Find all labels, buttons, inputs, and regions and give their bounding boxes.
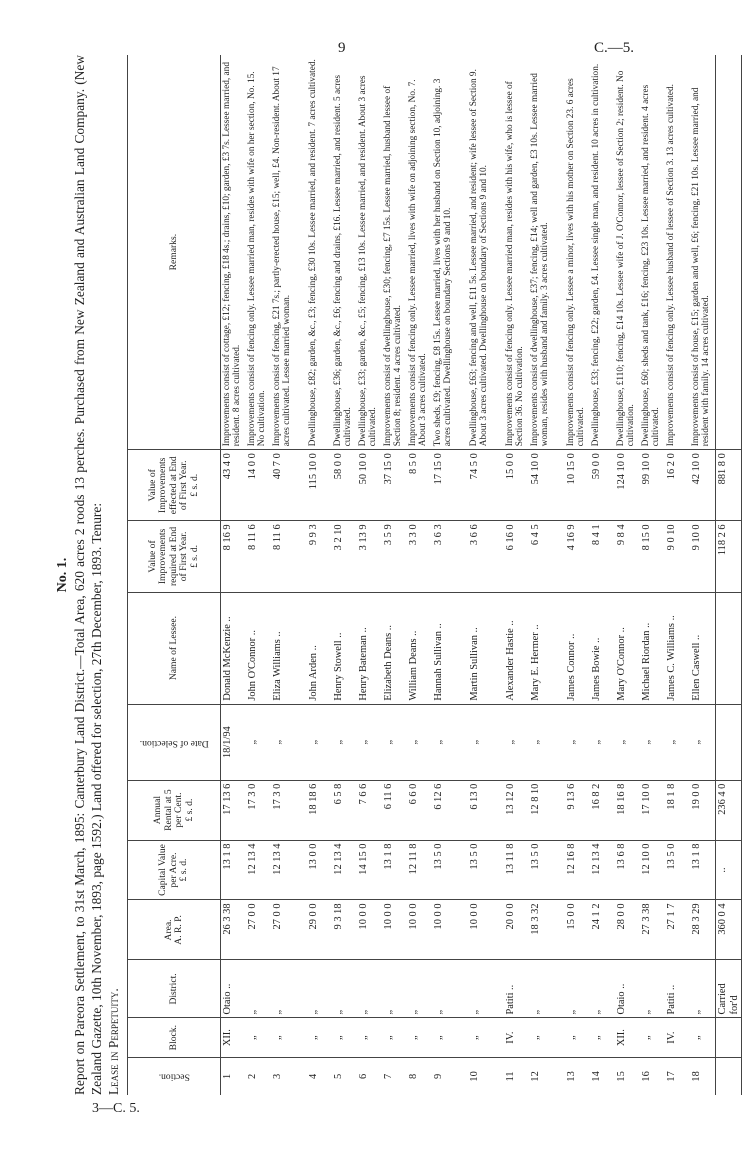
cell-remarks: Improvements consist of cottage, £12; fencing, £18 4s.; drains, £10; garden, £3 7s. Lessee married, and resident. 8 acres cultivated. — [221, 55, 247, 450]
cell-block: XII. — [615, 1018, 640, 1057]
cell-area: 10 0 0 — [432, 900, 468, 960]
cell-rental: 13 12 0 — [504, 780, 529, 840]
header-area-units: A. R. P. — [173, 915, 184, 945]
cell-remarks: Improvements consist of house, £15; garden and well, £6; fencing, £21 10s. Lessee married, and resident with family. 14 acres cultivated. — [690, 55, 716, 450]
cell-eff: 37 15 0 — [382, 450, 407, 521]
cell-date: „ — [246, 704, 271, 780]
cell-capital: 14 15 0 — [357, 840, 382, 900]
cell-date: „ — [640, 704, 665, 780]
header-remarks: Remarks. — [128, 55, 221, 450]
cell-rental: 18 16 8 — [615, 780, 640, 840]
cell-rental: 6 13 0 — [468, 780, 504, 840]
cell-district: „ — [590, 960, 615, 1018]
cell-date: „ — [615, 704, 640, 780]
cell-section: 1 — [222, 1073, 233, 1080]
table-row — [407, 55, 432, 1095]
cell-section: 7 — [383, 1073, 394, 1080]
cell-section: 13 — [566, 1071, 577, 1082]
cell-rental: 6 5 8 — [332, 780, 357, 840]
cell-capital: 13 6 8 — [615, 840, 640, 900]
carried-eff: 881 8 0 — [716, 450, 742, 521]
cell-rental: 7 6 6 — [357, 780, 382, 840]
cell-area: 9 3 18 — [332, 900, 357, 960]
cell-capital: 13 11 8 — [504, 840, 529, 900]
cell-capital: 13 5 0 — [665, 840, 690, 900]
cell-remarks: Dwellinghouse, £33; fencing, £22; garden, £4. Lessee single man, and resident. 10 acres in cultivation. — [590, 55, 615, 450]
cell-eff: 58 0 0 — [332, 450, 357, 521]
cell-block: „ — [529, 1018, 565, 1057]
cell-section: 6 — [358, 1073, 369, 1080]
cell-district: „ — [565, 960, 590, 1018]
cell-eff: 115 10 0 — [307, 450, 332, 521]
cell-rental: 9 13 6 — [565, 780, 590, 840]
cell-section: 12 — [530, 1071, 541, 1082]
cell-rental: 17 3 0 — [271, 780, 307, 840]
cell-capital: 13 5 0 — [468, 840, 504, 900]
table-row — [565, 55, 590, 1095]
cell-block: „ — [640, 1018, 665, 1057]
carried-empty-cell — [716, 1057, 742, 1095]
header-section: Section. — [128, 1057, 221, 1095]
report-title — [71, 55, 122, 1095]
cell-section: 9 — [433, 1073, 444, 1080]
cell-block: XII. — [221, 1018, 247, 1057]
table-body — [221, 55, 742, 1095]
cell-remarks: Improvements consist of fencing, £21 7s.; partly-erected house, £15; well, £4. Non-resident. About 17 acres cultivated. Lessee married woman. — [271, 55, 307, 450]
cell-rental: 17 3 0 — [246, 780, 271, 840]
report-title-text: Report on Pareora Settlement, to 31st March, 1895: Canterbury Land District.—Total Area, 620 acres 2 roods 13 perches. Purchased from New Zealand and Australian Land Company. (New Zealand Gazette, 10th November, 1893, page 1592.) Land offered for selection, 27th December, 1893. Tenure: — [72, 55, 104, 1095]
cell-req: 8 11 6 — [271, 521, 307, 592]
cell-block: „ — [590, 1018, 615, 1057]
table-row — [432, 55, 468, 1095]
cell-section: 15 — [616, 1071, 627, 1082]
cell-area: 28 3 29 — [690, 900, 716, 960]
cell-remarks: Improvements consist of dwellinghouse, £30; fencing, £7 15s. Lessee married, husband lessee of Section 8; resident. 4 acres cultivated. — [382, 55, 407, 450]
carried-rental: 236 4 0 — [716, 780, 742, 840]
cell-req: 9 9 3 — [307, 521, 332, 592]
table-row — [615, 55, 640, 1095]
cell-area: 27 1 7 — [665, 900, 690, 960]
cell-area: 24 1 2 — [590, 900, 615, 960]
cell-block: „ — [565, 1018, 590, 1057]
cell-rental: 6 11 6 — [382, 780, 407, 840]
cell-capital: 12 13 4 — [271, 840, 307, 900]
cell-area: 26 3 38 — [221, 900, 247, 960]
cell-lessee: Mary E. Hermer .. — [529, 592, 565, 704]
cell-date: „ — [271, 704, 307, 780]
cell-date: „ — [357, 704, 382, 780]
cell-section: 5 — [333, 1073, 344, 1080]
header-req-label: Value of Improvements required at End of First Year. — [146, 526, 190, 587]
cell-district: „ — [690, 960, 716, 1018]
cell-lessee: Mary O'Connor .. — [615, 592, 640, 704]
cell-area: 15 0 0 — [565, 900, 590, 960]
cell-capital: 13 1 8 — [221, 840, 247, 900]
cell-capital: 13 5 0 — [432, 840, 468, 900]
cell-req: 3 5 9 — [382, 521, 407, 592]
cell-block: „ — [432, 1018, 468, 1057]
header-capital — [128, 840, 221, 900]
cell-req: 9 8 4 — [615, 521, 640, 592]
cell-date: „ — [529, 704, 565, 780]
cell-remarks: Two sheds, £9; fencing, £8 15s. Lessee married, lives with her husband on Section 10, adjoining. 3 acres cultivated. Dwellinghouse on boundary Sections 9 and 10. — [432, 55, 468, 450]
cell-lessee: Donald McKenzie .. — [221, 592, 247, 704]
cell-area: 20 0 0 — [504, 900, 529, 960]
cell-block: „ — [307, 1018, 332, 1057]
footer-code: 3—C. 5. — [92, 1101, 140, 1116]
cell-remarks: Dwellinghouse, £36; garden, &c., £6; fencing and drains, £16. Lessee married, and resident. 5 acres cultivated. — [332, 55, 357, 450]
cell-eff: 10 15 0 — [565, 450, 590, 521]
cell-req: 3 2 10 — [332, 521, 357, 592]
cell-district: „ — [407, 960, 432, 1018]
table-row — [504, 55, 529, 1095]
cell-lessee: Alexander Hastie .. — [504, 592, 529, 704]
cell-rental: 18 18 6 — [307, 780, 332, 840]
cell-remarks: Dwellinghouse, £63; fencing and well, £11 5s. Lessee married, and resident; wife lessee of Section 9. About 3 acres cultivated. Dwellinghouse on boundary of Sections 9 and 10. — [468, 55, 504, 450]
cell-lessee: John O'Connor .. — [246, 592, 271, 704]
cell-eff: 99 10 0 — [640, 450, 665, 521]
cell-area: 10 0 0 — [357, 900, 382, 960]
cell-lessee: James C. Williams .. — [665, 592, 690, 704]
carried-empty-cell — [716, 55, 742, 450]
header-block: Block. — [128, 1018, 221, 1057]
lease-table — [127, 55, 742, 1095]
cell-eff: 124 10 0 — [615, 450, 640, 521]
cell-block: „ — [246, 1018, 271, 1057]
cell-district: Patiti .. — [504, 960, 529, 1018]
table-row — [468, 55, 504, 1095]
carried-req: 118 2 6 — [716, 521, 742, 592]
table-row — [357, 55, 382, 1095]
cell-eff: 14 0 0 — [246, 450, 271, 521]
cell-section: 17 — [666, 1071, 677, 1082]
cell-district: „ — [271, 960, 307, 1018]
carried-empty-cell — [716, 1018, 742, 1057]
cell-area: 10 0 0 — [382, 900, 407, 960]
cell-date: „ — [332, 704, 357, 780]
cell-district: „ — [332, 960, 357, 1018]
header-eff-label: Value of Improvements effected at End of First Year. — [146, 456, 190, 515]
table-row — [690, 55, 716, 1095]
table-row — [665, 55, 690, 1095]
cell-section: 14 — [591, 1071, 602, 1082]
carried-empty-cell — [716, 592, 742, 704]
header-area-label: Area. — [162, 919, 174, 941]
cell-req: 3 13 9 — [357, 521, 382, 592]
cell-capital: 12 11 8 — [407, 840, 432, 900]
cell-area: 27 3 38 — [640, 900, 665, 960]
cell-remarks: Improvements consist of fencing only. Lessee a minor, lives with his mother on Section 23. 6 acres cultivated. — [565, 55, 590, 450]
table-row — [271, 55, 307, 1095]
cell-lessee: Ellen Caswell .. — [690, 592, 716, 704]
table-row — [221, 55, 247, 1095]
cell-remarks: Dwellinghouse, £110; fencing, £14 10s. Lessee wife of J. O'Connor, lessee of Section 2; resident. No cultivation. — [615, 55, 640, 450]
cell-rental: 12 8 10 — [529, 780, 565, 840]
cell-req: 8 16 9 — [221, 521, 247, 592]
carried-forward-row — [716, 55, 742, 1095]
cell-capital: 12 13 4 — [332, 840, 357, 900]
cell-date: „ — [504, 704, 529, 780]
cell-date: „ — [468, 704, 504, 780]
cell-req: 9 0 10 — [665, 521, 690, 592]
cell-lessee: Elizabeth Deans .. — [382, 592, 407, 704]
cell-section: 4 — [308, 1073, 319, 1080]
header-rental-label: Annual Rental at 5 per Cent. — [152, 789, 184, 831]
cell-lessee: Henry Bateman .. — [357, 592, 382, 704]
cell-date: „ — [665, 704, 690, 780]
header-date: Date of Selection. — [128, 704, 221, 780]
cell-area: 18 3 32 — [529, 900, 565, 960]
cell-lessee: James Bowie .. — [590, 592, 615, 704]
cell-rental: 6 6 0 — [407, 780, 432, 840]
cell-section: 3 — [272, 1073, 283, 1080]
cell-capital: 13 1 8 — [690, 840, 716, 900]
cell-section: 16 — [641, 1071, 652, 1082]
cell-remarks: Improvements consist of fencing only. Lessee married man, resides with wife on her section, No. 15. No cultivation. — [246, 55, 271, 450]
cell-req: 6 4 5 — [529, 521, 565, 592]
cell-req: 3 6 6 — [468, 521, 504, 592]
header-lessee: Name of Lessee. — [128, 592, 221, 704]
cell-block: „ — [690, 1018, 716, 1057]
cell-lessee: Henry Stowell .. — [332, 592, 357, 704]
cell-eff: 42 10 0 — [690, 450, 716, 521]
header-rental-units: £ s. d. — [183, 798, 195, 822]
cell-eff: 16 2 0 — [665, 450, 690, 521]
cell-district: „ — [640, 960, 665, 1018]
cell-lessee: William Deans .. — [407, 592, 432, 704]
cell-req: 9 10 0 — [690, 521, 716, 592]
cell-district: Otaio .. — [615, 960, 640, 1018]
carried-label: Carried for'd — [716, 960, 742, 1018]
cell-lessee: Eliza Williams .. — [271, 592, 307, 704]
cell-capital: 13 1 8 — [382, 840, 407, 900]
cell-remarks: Dwellinghouse, £60; sheds and tank, £16; fencing, £23 10s. Lessee married, and resident. 4 acres cultivated. — [640, 55, 665, 450]
table-row — [382, 55, 407, 1095]
cell-district: Patiti .. — [665, 960, 690, 1018]
cell-district: „ — [357, 960, 382, 1018]
cell-section: 11 — [505, 1071, 516, 1082]
header-req-units: £ s. d. — [188, 544, 200, 568]
table-row — [332, 55, 357, 1095]
cell-eff: 59 0 0 — [590, 450, 615, 521]
cell-section: 2 — [247, 1073, 258, 1080]
cell-block: „ — [407, 1018, 432, 1057]
cell-eff: 15 0 0 — [504, 450, 529, 521]
cell-block: IV. — [665, 1018, 690, 1057]
cell-lessee: John Arden .. — [307, 592, 332, 704]
carried-empty-cell — [716, 704, 742, 780]
cell-area: 10 0 0 — [407, 900, 432, 960]
cell-rental: 17 10 0 — [640, 780, 665, 840]
carried-area: 360 0 4 — [716, 900, 742, 960]
header-area — [128, 900, 221, 960]
cell-req: 8 15 0 — [640, 521, 665, 592]
cell-district: „ — [529, 960, 565, 1018]
cell-capital: 13 0 0 — [307, 840, 332, 900]
cell-eff: 40 7 0 — [271, 450, 307, 521]
header-eff — [128, 450, 221, 521]
cell-rental: 18 1 8 — [665, 780, 690, 840]
cell-area: 10 0 0 — [468, 900, 504, 960]
header-capital-label: Capital Value per Acre. — [157, 844, 179, 896]
cell-req: 8 11 6 — [246, 521, 271, 592]
cell-area: 28 0 0 — [615, 900, 640, 960]
cell-section: 18 — [691, 1071, 702, 1082]
cell-remarks: Improvements consist of fencing only. Lessee husband of lessee of Section 3. 13 acres cultivated. — [665, 55, 690, 450]
carried-capital: .. — [716, 840, 742, 900]
page-code: C.—5. — [594, 40, 635, 56]
cell-rental: 16 8 2 — [590, 780, 615, 840]
cell-block: „ — [468, 1018, 504, 1057]
table-header-row — [128, 55, 221, 1095]
cell-capital: 12 10 0 — [640, 840, 665, 900]
cell-date: „ — [307, 704, 332, 780]
document-number: No. 1. — [55, 557, 70, 593]
table-row — [529, 55, 565, 1095]
cell-district: „ — [307, 960, 332, 1018]
cell-area: 27 0 0 — [271, 900, 307, 960]
cell-date: „ — [432, 704, 468, 780]
header-eff-units: £ s. d. — [188, 473, 200, 497]
table-row — [307, 55, 332, 1095]
cell-date: „ — [565, 704, 590, 780]
cell-date: „ — [382, 704, 407, 780]
cell-block: „ — [271, 1018, 307, 1057]
rotated-report — [55, 55, 740, 1095]
cell-district: Otaio .. — [221, 960, 247, 1018]
header-req — [128, 521, 221, 592]
header-rental — [128, 780, 221, 840]
header-district: District. — [128, 960, 221, 1018]
cell-capital: 12 16 8 — [565, 840, 590, 900]
cell-district: „ — [468, 960, 504, 1018]
table-row — [246, 55, 271, 1095]
cell-eff: 54 10 0 — [529, 450, 565, 521]
cell-block: IV. — [504, 1018, 529, 1057]
cell-rental: 19 0 0 — [690, 780, 716, 840]
cell-area: 29 0 0 — [307, 900, 332, 960]
cell-section: 10 — [469, 1071, 480, 1082]
cell-date: 18/1/94 — [221, 704, 247, 780]
table-row — [640, 55, 665, 1095]
table-row — [590, 55, 615, 1095]
cell-remarks: Improvements consist of fencing only. Lessee married, lives with wife on adjoining section, No. 7. About 3 acres cultivated. — [407, 55, 432, 450]
cell-district: „ — [246, 960, 271, 1018]
cell-lessee: Martin Sullivan .. — [468, 592, 504, 704]
cell-req: 4 16 9 — [565, 521, 590, 592]
cell-remarks: Improvements consist of fencing only. Lessee married man, resides with his wife, who is lessee of Section 36. No cultivation. — [504, 55, 529, 450]
cell-date: „ — [590, 704, 615, 780]
cell-remarks: Dwellinghouse, £33; garden, &c., £5; fencing, £13 10s. Lessee married, and resident. About 3 acres cultivated. — [357, 55, 382, 450]
cell-req: 6 16 0 — [504, 521, 529, 592]
cell-eff: 50 10 0 — [357, 450, 382, 521]
cell-eff: 74 5 0 — [468, 450, 504, 521]
cell-req: 3 6 3 — [432, 521, 468, 592]
cell-remarks: Dwellinghouse, £82; garden, &c., £3; fencing, £30 10s. Lessee married, and resident. 7 acres cultivated. — [307, 55, 332, 450]
cell-req: 3 3 0 — [407, 521, 432, 592]
cell-date: „ — [690, 704, 716, 780]
cell-capital: 12 13 4 — [246, 840, 271, 900]
cell-lessee: Hannah Sullivan .. — [432, 592, 468, 704]
cell-section: 8 — [408, 1073, 419, 1080]
cell-eff: 8 5 0 — [407, 450, 432, 521]
tenure-label: Lease in Perpetuity. — [106, 988, 121, 1095]
cell-date: „ — [407, 704, 432, 780]
cell-rental: 17 13 6 — [221, 780, 247, 840]
page-number: 9 — [338, 40, 346, 56]
cell-req: 8 4 1 — [590, 521, 615, 592]
cell-lessee: James Connor .. — [565, 592, 590, 704]
cell-remarks: Improvements consist of dwellinghouse, £37; fencing, £14; well and garden, £3 10s. Lessee married woman, resides with husband and family. 3 acres cultivated. — [529, 55, 565, 450]
cell-eff: 17 15 0 — [432, 450, 468, 521]
cell-rental: 6 12 6 — [432, 780, 468, 840]
header-capital-units: £ s. d. — [178, 858, 190, 882]
cell-district: „ — [382, 960, 407, 1018]
cell-district: „ — [432, 960, 468, 1018]
cell-block: „ — [357, 1018, 382, 1057]
cell-area: 27 0 0 — [246, 900, 271, 960]
cell-capital: 13 5 0 — [529, 840, 565, 900]
cell-capital: 12 13 4 — [590, 840, 615, 900]
cell-eff: 43 4 0 — [221, 450, 247, 521]
cell-lessee: Michael Riordan .. — [640, 592, 665, 704]
cell-block: „ — [332, 1018, 357, 1057]
cell-block: „ — [382, 1018, 407, 1057]
